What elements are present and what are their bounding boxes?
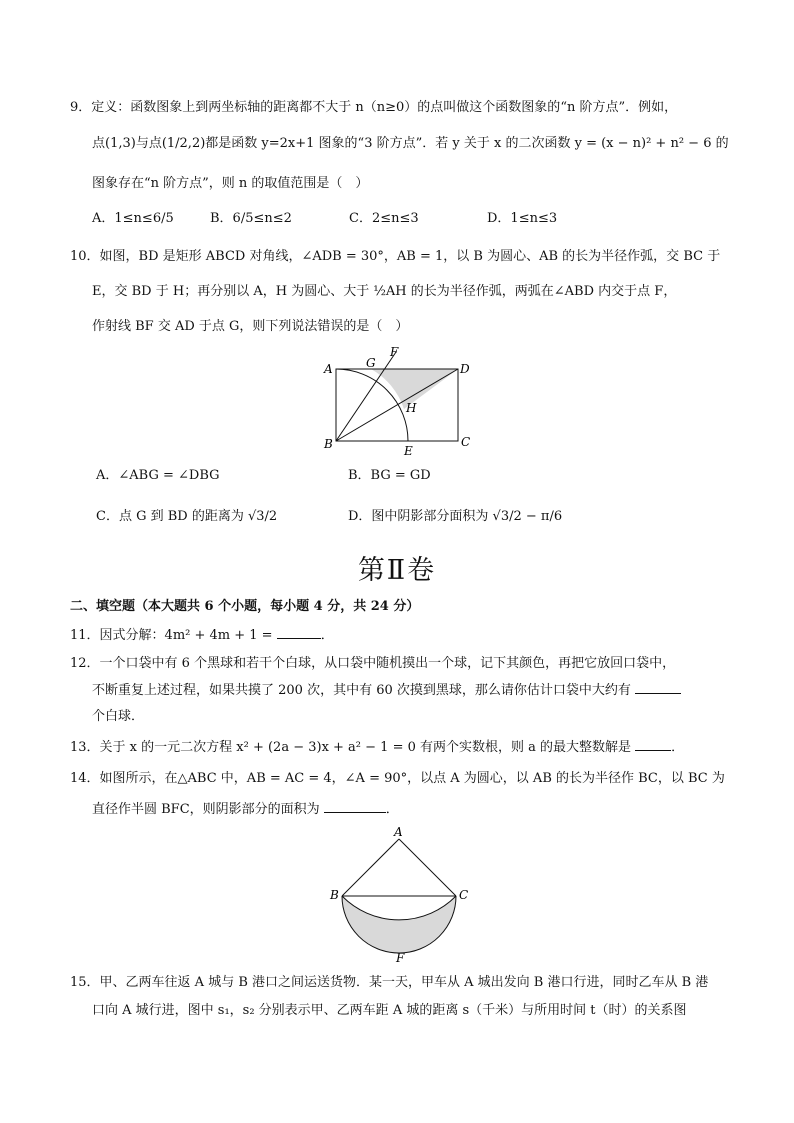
- q10-label-a: A: [324, 362, 333, 376]
- q10-option-c: C．点 G 到 BD 的距离为 √3/2: [96, 509, 278, 524]
- part-two-title: 第Ⅱ卷: [357, 555, 437, 586]
- q14-label-b: B: [330, 888, 339, 902]
- q13-answer-blank[interactable]: [635, 738, 671, 751]
- q14-label-a: A: [394, 825, 403, 839]
- q12-line-1: 12．一个口袋中有 6 个黑球和若干个白球，从口袋中随机摸出一个球，记下其颜色，再把它放回口袋中，: [70, 656, 676, 671]
- q10-line-1: 10．如图，BD 是矩形 ABCD 对角线，∠ADB = 30°，AB = 1，以 B 为圆心、AB 的长为半径作弧，交 BC 于: [70, 249, 721, 264]
- q10-option-d: D．图中阴影部分面积为 √3/2 − π/6: [348, 509, 563, 524]
- q9-option-c: C．2≤n≤3: [349, 211, 419, 226]
- q10-label-f: F: [390, 345, 399, 359]
- q14-shaded-region: [342, 896, 456, 953]
- q10-label-h: H: [406, 401, 417, 415]
- q9-line-1: 9．定义：函数图象上到两坐标轴的距离都不大于 n（n≥0）的点叫做这个函数图象的“n 阶方点”．例如，: [70, 100, 678, 115]
- q14-line-1: 14．如图所示，在△ABC 中，AB = AC = 4，∠A = 90°，以点 A 为圆心，以 AB 的长为半径作 BC，以 BC 为: [70, 771, 725, 786]
- q10-option-a: A．∠ABG = ∠DBG: [96, 468, 220, 483]
- q14-segment-ab: [342, 839, 399, 896]
- q9-option-b: B．6/5≤n≤2: [210, 211, 292, 226]
- q10-label-e: E: [404, 444, 413, 458]
- q11-answer-blank[interactable]: [277, 626, 321, 639]
- q14-label-f: F: [396, 951, 405, 964]
- q14-answer-blank[interactable]: [324, 800, 386, 813]
- q10-label-g: G: [366, 356, 376, 370]
- q10-rectangle-figure: [318, 342, 484, 460]
- q12-line-2-text: 不断重复上述过程，如果共摸了 200 次，其中有 60 次摸到黑球，那么请你估计口袋中大约有: [92, 683, 631, 698]
- q10-label-b: B: [324, 437, 333, 451]
- q9-line-2: 点(1,3)与点(1/2,2)都是函数 y=2x+1 图象的“3 阶方点”．若 y 关于 x 的二次函数 y = (x − n)² + n² − 6 的: [92, 136, 729, 151]
- q12-line-3: 个白球．: [92, 709, 145, 724]
- q11-line: [70, 626, 334, 645]
- q15-line-2: 口向 A 城行进，图中 s₁，s₂ 分别表示甲、乙两车距 A 城的距离 s（千米）与所用时间 t（时）的关系图: [92, 1003, 687, 1018]
- q11-text: 11．因式分解：4m² + 4m + 1 =: [70, 628, 273, 643]
- q9-option-a: A．1≤n≤6/5: [92, 211, 174, 226]
- q10-option-b: B．BG = GD: [348, 468, 431, 483]
- q14-label-c: C: [459, 888, 469, 902]
- q12-answer-blank[interactable]: [635, 681, 681, 694]
- q10-line-3: 作射线 BF 交 AD 于点 G，则下列说法错误的是（ ）: [92, 319, 409, 334]
- q12-line-2: [92, 681, 681, 700]
- section-2-heading: 二、填空题（本大题共 6 个小题，每小题 4 分，共 24 分）: [70, 599, 420, 614]
- q13-tail: ．: [671, 740, 685, 755]
- q14-tail: ．: [385, 802, 399, 817]
- q13-text: 13．关于 x 的一元二次方程 x² + (2a − 3)x + a² − 1 = 0 有两个实数根，则 a 的最大整数解是: [70, 740, 632, 755]
- q9-line-3: 图象存在“n 阶方点”，则 n 的取值范围是（ ）: [92, 176, 369, 191]
- q9-option-d: D．1≤n≤3: [487, 211, 558, 226]
- q10-line-2: E，交 BD 于 H；再分别以 A，H 为圆心、大于 ½AH 的长为半径作弧，两弧在∠ABD 内交于点 F，: [92, 284, 677, 299]
- q14-line-2-text: 直径作半圆 BFC，则阴影部分的面积为: [92, 802, 320, 817]
- q14-segment-ac: [399, 839, 456, 896]
- q13-line: [70, 738, 684, 757]
- q10-label-d: D: [460, 362, 470, 376]
- q10-label-c: C: [461, 435, 471, 449]
- q11-tail: ．: [320, 628, 334, 643]
- q15-line-1: 15．甲、乙两车往返 A 城与 B 港口之间运送货物．某一天，甲车从 A 城出发向 B 港口行进，同时乙车从 B 港: [70, 975, 709, 990]
- q14-semicircle-figure: [322, 824, 472, 964]
- q14-line-2: [92, 800, 399, 819]
